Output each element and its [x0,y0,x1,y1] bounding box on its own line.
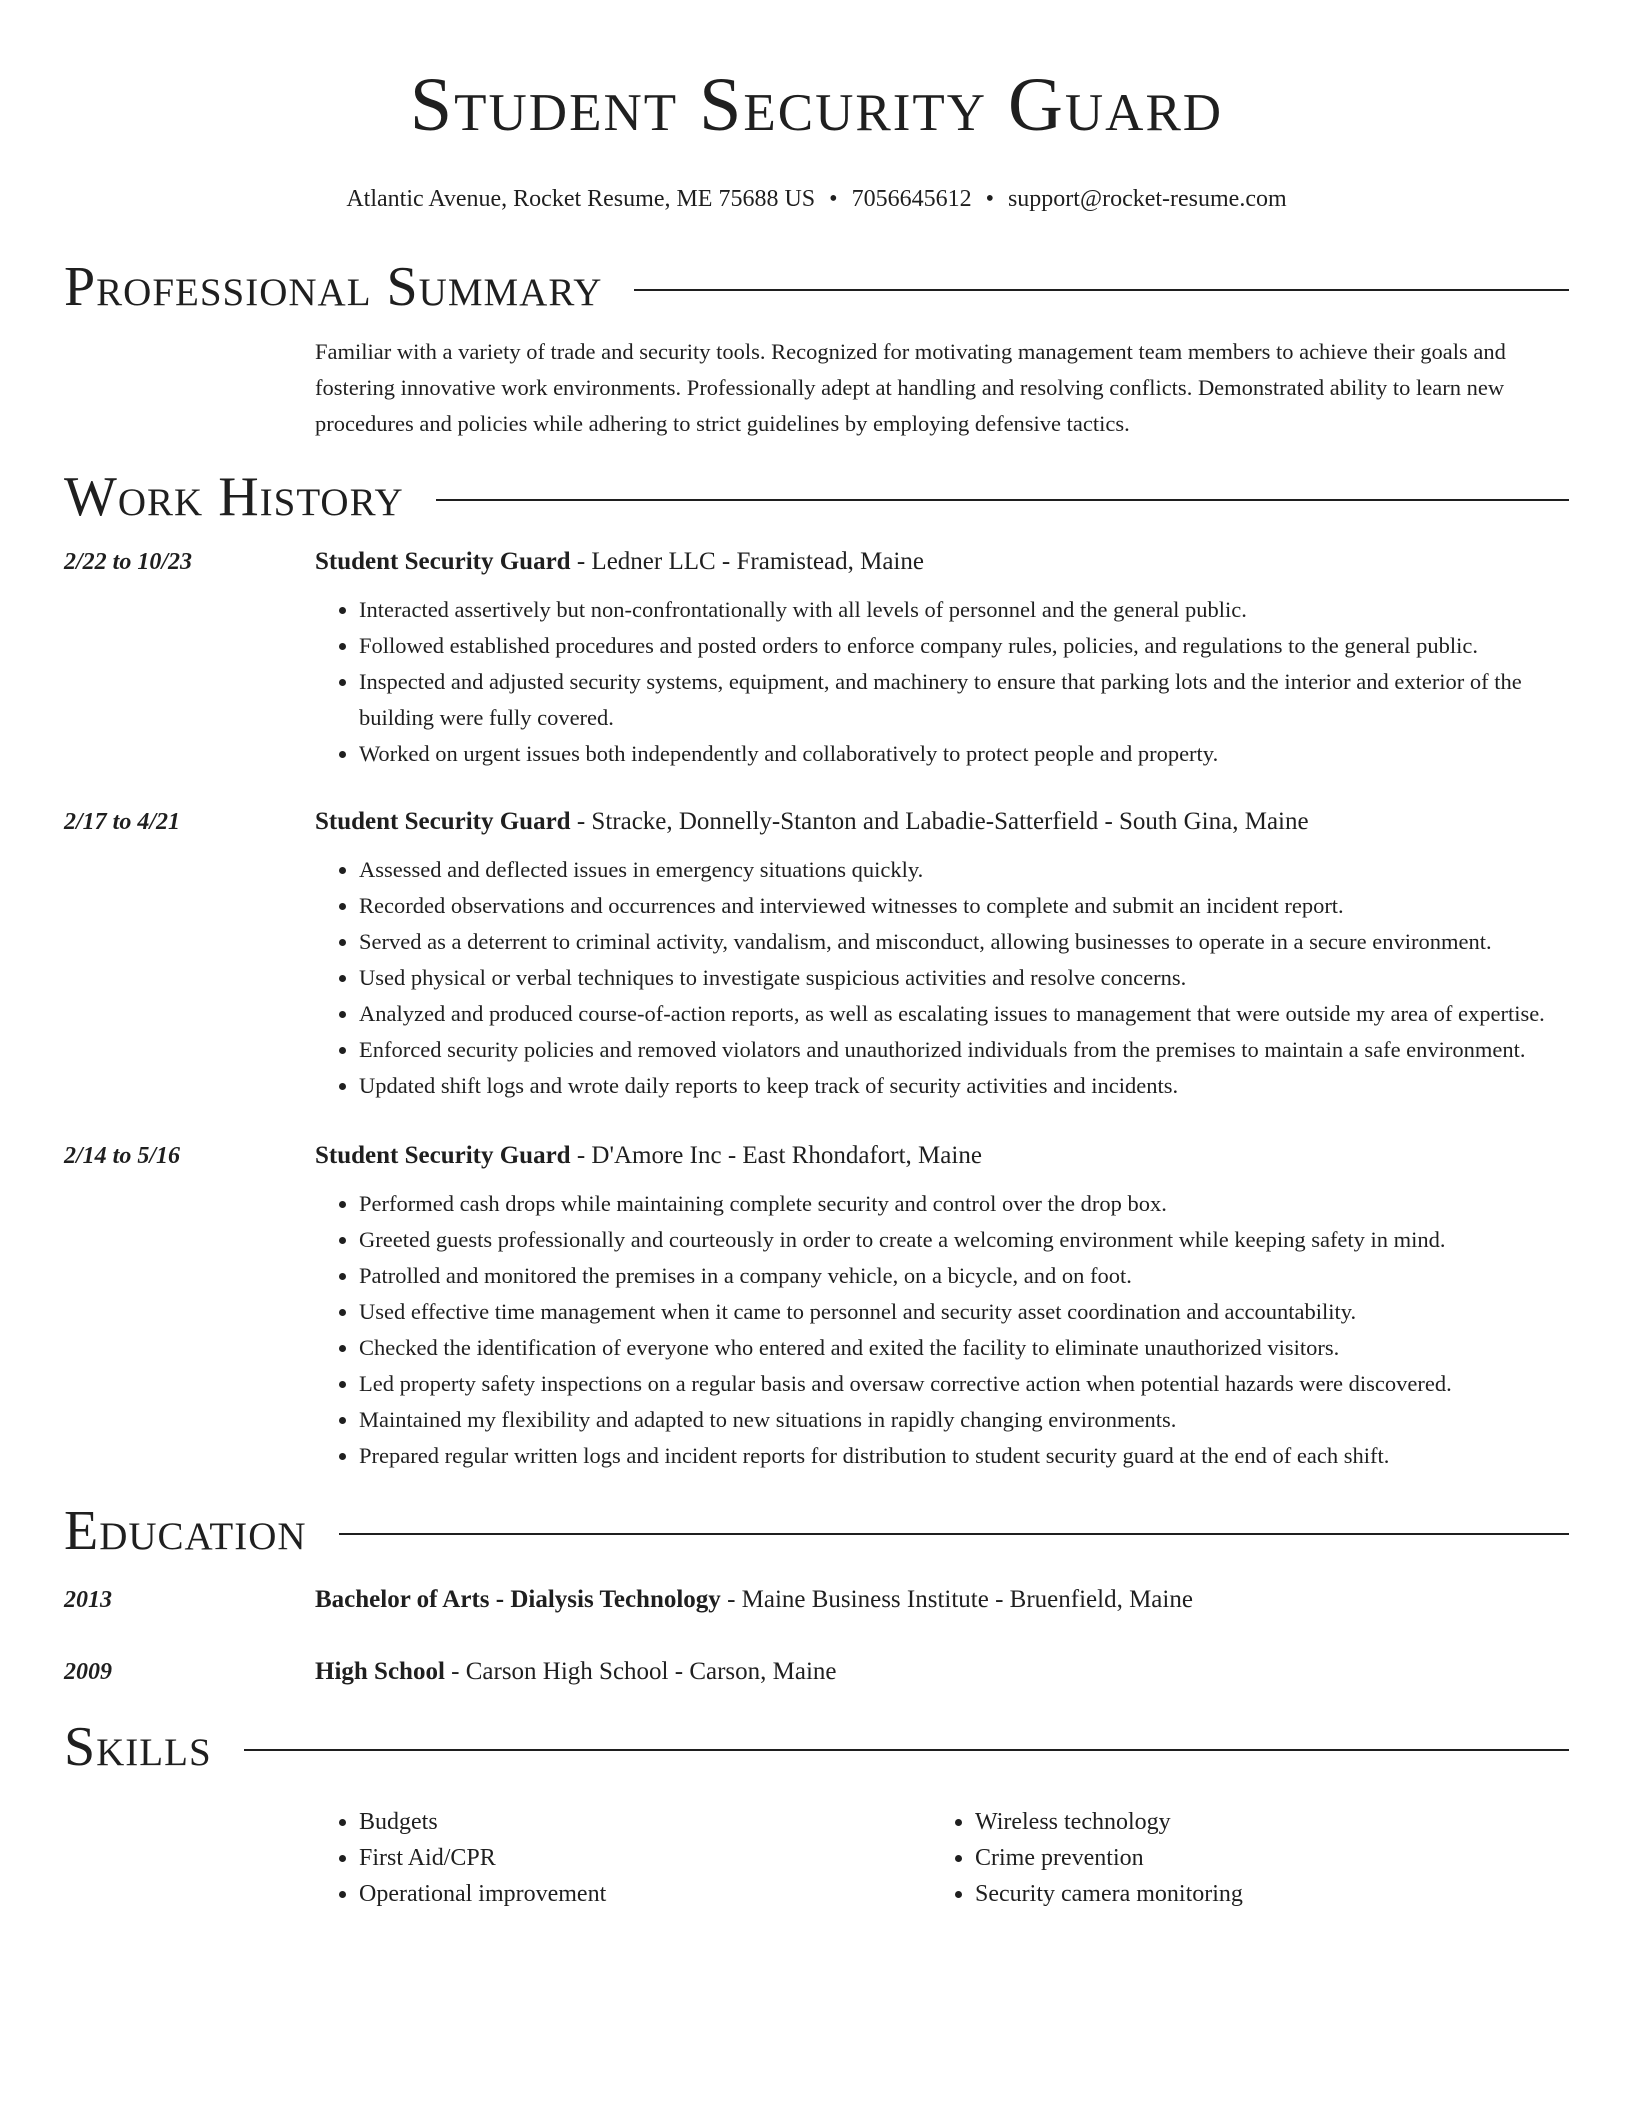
job-dates: 2/17 to 4/21 [64,809,181,835]
section-divider [339,1533,1569,1535]
skills-heading: Skills [64,1716,212,1778]
education-degree: Bachelor of Arts - Dialysis Technology [315,1586,721,1613]
skills-section-header [64,1712,1569,1782]
job-body [315,544,1569,772]
skill-item: • Operational improvement [359,1876,931,1912]
job-bullets [315,852,1569,1104]
job-details: - Stracke, Donnelly-Stanton and Labadie-Satterfield - South Gina, Maine [570,808,1309,835]
resume-page [64,0,1569,1912]
job-details: - Ledner LLC - Framistead, Maine [570,548,924,575]
job-bullet: • Led property safety inspections on a regular basis and oversaw corrective action when potential hazards were discovered. [359,1366,1569,1402]
contact-phone: 7056645612 [851,186,972,212]
contact-address: Atlantic Avenue, Rocket Resume, ME 75688 US [346,186,816,212]
education-line [315,1582,1569,1618]
contact-separator: • [829,186,838,212]
job-bullet: • Used physical or verbal techniques to investigate suspicious activities and resolve concerns. [359,960,1569,996]
resume-name: Student Security Guard [409,63,1224,147]
education-year: 2009 [64,1659,112,1685]
job-bullet: • Followed established procedures and posted orders to enforce company rules, policies, and regulations to the general public. [359,628,1569,664]
job-bullet: • Maintained my flexibility and adapted to new situations in rapidly changing environments. [359,1402,1569,1438]
job-entry [64,804,1569,1104]
education-entry [64,1582,1569,1618]
job-title: Student Security Guard [315,808,571,835]
job-title-line [315,804,1569,840]
job-dates: 2/22 to 10/23 [64,549,193,575]
job-bullets [315,1186,1569,1474]
skill-item: • Wireless technology [975,1804,1547,1840]
job-bullets [315,592,1569,772]
job-bullet: • Inspected and adjusted security systems, equipment, and machinery to ensure that parking lots and the interior and exterior of the building were fully covered. [359,664,1569,736]
section-divider [436,499,1569,501]
job-dates: 2/14 to 5/16 [64,1143,181,1169]
education-entry [64,1654,1569,1690]
education-line [315,1654,1569,1690]
summary-heading: Professional Summary [64,256,603,318]
education-year: 2013 [64,1587,112,1613]
education-body [315,1654,1569,1690]
job-bullet: • Served as a deterrent to criminal activity, vandalism, and misconduct, allowing businesses to operate in a secure environment. [359,924,1569,960]
job-title-line [315,544,1569,580]
job-bullet: • Recorded observations and occurrences and interviewed witnesses to complete and submit an incident report. [359,888,1569,924]
contact-line [64,184,1569,214]
job-bullet: • Patrolled and monitored the premises in a company vehicle, on a bicycle, and on foot. [359,1258,1569,1294]
job-entry [64,1138,1569,1474]
summary-text: Familiar with a variety of trade and security tools. Recognized for motivating management team members to achieve their goals and fostering innovative work environments. Professionally adept at handling and resolving conflicts. Demonstrated ability to learn new procedures and policies while adhering to strict guidelines by employing defensive tactics. [315,339,1506,436]
job-bullet: • Assessed and deflected issues in emergency situations quickly. [359,852,1569,888]
skills-column-left [315,1804,931,1912]
job-bullet: • Greeted guests professionally and courteously in order to create a welcoming environment while keeping safety in mind. [359,1222,1569,1258]
contact-email: support@rocket-resume.com [1007,186,1287,212]
job-bullet: • Updated shift logs and wrote daily reports to keep track of security activities and incidents. [359,1068,1569,1104]
job-bullet: • Performed cash drops while maintaining complete security and control over the drop box. [359,1186,1569,1222]
education-degree: High School [315,1658,445,1685]
skill-item: • Crime prevention [975,1840,1547,1876]
education-heading: Education [64,1500,307,1562]
education-section-header [64,1496,1569,1566]
job-bullet: • Prepared regular written logs and incident reports for distribution to student security guard at the end of each shift. [359,1438,1569,1474]
job-body [315,1138,1569,1474]
summary-section-header [64,252,1569,322]
skills-list [315,1804,1569,1912]
skill-item: • First Aid/CPR [359,1840,931,1876]
job-title: Student Security Guard [315,548,571,575]
work-heading: Work History [64,466,404,528]
job-bullet: • Worked on urgent issues both independently and collaboratively to protect people and property. [359,736,1569,772]
education-details: - Carson High School - Carson, Maine [444,1658,837,1685]
education-details: - Maine Business Institute - Bruenfield, Maine [720,1586,1193,1613]
contact-separator: • [985,186,994,212]
section-divider [244,1749,1569,1751]
skill-item: • Security camera monitoring [975,1876,1547,1912]
job-title: Student Security Guard [315,1142,571,1169]
section-divider [634,289,1569,291]
job-details: - D'Amore Inc - East Rhondafort, Maine [570,1142,982,1169]
job-entry [64,544,1569,772]
education-body [315,1582,1569,1618]
job-bullet: • Used effective time management when it came to personnel and security asset coordination and accountability. [359,1294,1569,1330]
skills-column-right [931,1804,1547,1912]
job-title-line [315,1138,1569,1174]
job-bullet: • Enforced security policies and removed violators and unauthorized individuals from the premises to maintain a safe environment. [359,1032,1569,1068]
skill-item: • Budgets [359,1804,931,1840]
job-bullet: • Analyzed and produced course-of-action reports, as well as escalating issues to management that were outside my area of expertise. [359,996,1569,1032]
job-bullet: • Checked the identification of everyone who entered and exited the facility to eliminate unauthorized visitors. [359,1330,1569,1366]
job-bullet: • Interacted assertively but non-confrontationally with all levels of personnel and the general public. [359,592,1569,628]
work-section-header [64,462,1569,532]
job-body [315,804,1569,1104]
